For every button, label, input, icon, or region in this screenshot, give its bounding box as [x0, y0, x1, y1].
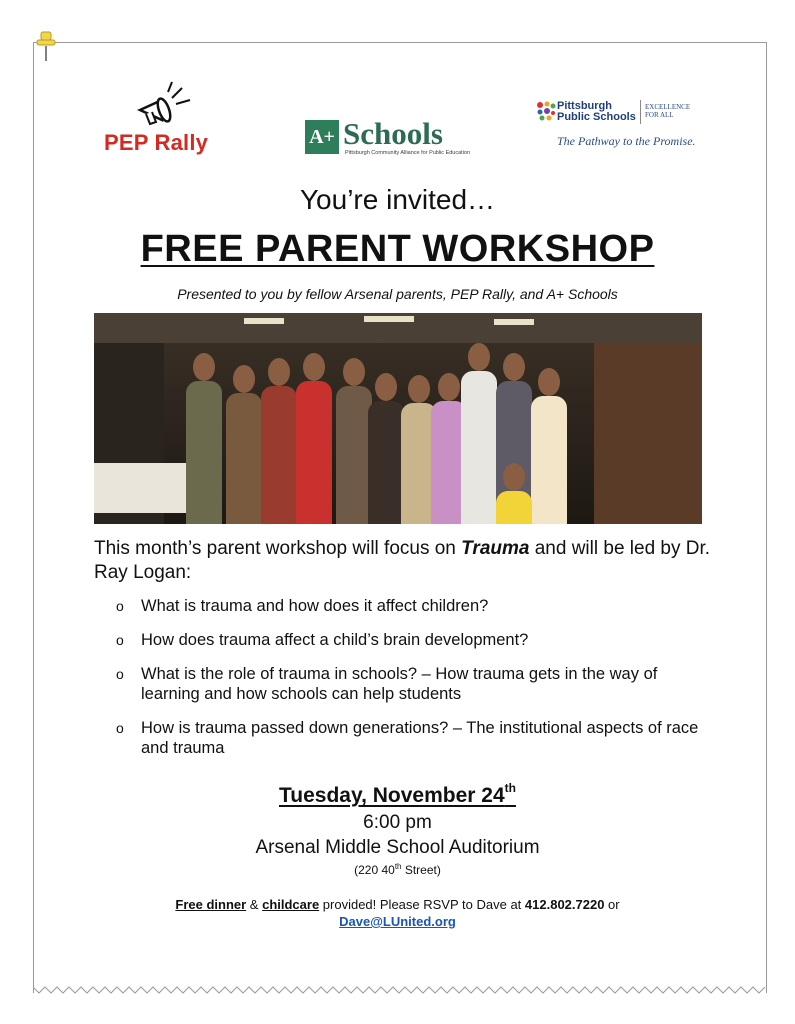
list-item-text: What is the role of trauma in schools? – How trauma gets in the way of learning and how schools can help students [141, 665, 658, 703]
group-photo [94, 313, 702, 524]
event-location: Arsenal Middle School Auditorium [255, 837, 540, 858]
rsvp-amp: & [246, 897, 263, 912]
pps-divider [640, 100, 641, 124]
event-date-text: Tuesday, November 24 [279, 784, 505, 807]
rsvp-email-link[interactable]: Dave@LUnited.org [339, 914, 456, 929]
bullet-icon: o [116, 598, 124, 614]
list-item [116, 664, 716, 704]
rsvp-middle: provided! Please RSVP to Dave at [319, 897, 525, 912]
rsvp-phone: 412.802.7220 [524, 897, 605, 912]
pep-rally-text: PEP Rally [104, 130, 209, 155]
event-date-suffix: th [504, 781, 516, 795]
presented-by-line: Presented to you by fellow Arsenal parents, PEP Rally, and A+ Schools [177, 286, 618, 302]
address-before: (220 40 [354, 863, 395, 877]
list-item-text: How is trauma passed down generations? – The institutional aspects of race and trauma [141, 719, 699, 757]
aplus-schools-logo [305, 118, 475, 164]
list-item-text: How does trauma affect a child’s brain development? [141, 631, 529, 649]
pep-rally-logo [100, 80, 230, 160]
address-suffix: th [394, 862, 402, 871]
aplus-subtitle: Pittsburgh Community Alliance for Public Education [345, 150, 471, 156]
rsvp-line [0, 896, 795, 913]
event-date [0, 781, 795, 808]
rsvp-info [0, 896, 795, 930]
pps-excellence [645, 103, 690, 119]
event-time: 6:00 pm [363, 812, 432, 833]
pps-name-line-1: Pittsburgh [557, 100, 612, 112]
pittsburgh-public-schools-logo [533, 98, 703, 153]
pps-dots-icon [535, 100, 557, 122]
event-address [0, 862, 795, 877]
free-dinner-text: Free dinner [175, 897, 247, 912]
list-item-text: What is trauma and how does it affect children? [141, 597, 489, 615]
pps-tagline: The Pathway to the Promise. [557, 134, 696, 148]
page-title: FREE PARENT WORKSHOP [140, 228, 655, 270]
bullet-icon: o [116, 632, 124, 648]
aplus-wordmark: Schools [343, 116, 443, 151]
page-torn-edge [33, 984, 766, 996]
pps-name-line-2: Public Schools [557, 111, 636, 123]
pps-excellence-line-2: FOR ALL [645, 111, 674, 119]
aplus-mark: A+ [305, 120, 339, 154]
megaphone-icon [132, 80, 202, 128]
pps-name [557, 101, 636, 123]
address-after: Street) [401, 863, 441, 877]
rsvp-or: or [604, 897, 620, 912]
workshop-intro [94, 537, 714, 585]
childcare-text: childcare [262, 897, 320, 912]
list-item [116, 630, 716, 650]
list-item [116, 718, 716, 758]
intro-text-before: This month’s parent workshop will focus on [94, 538, 462, 559]
pushpin-icon[interactable] [34, 30, 58, 62]
topic-list [116, 596, 716, 772]
invitation-line: You’re invited… [299, 184, 496, 215]
intro-topic: Trauma [461, 538, 530, 559]
bullet-icon: o [116, 720, 124, 736]
pps-excellence-line-1: EXCELLENCE [645, 103, 691, 111]
bullet-icon: o [116, 666, 124, 682]
intro-text-after: and will be led by Dr. Ray Logan: [94, 538, 711, 583]
list-item [116, 596, 716, 616]
